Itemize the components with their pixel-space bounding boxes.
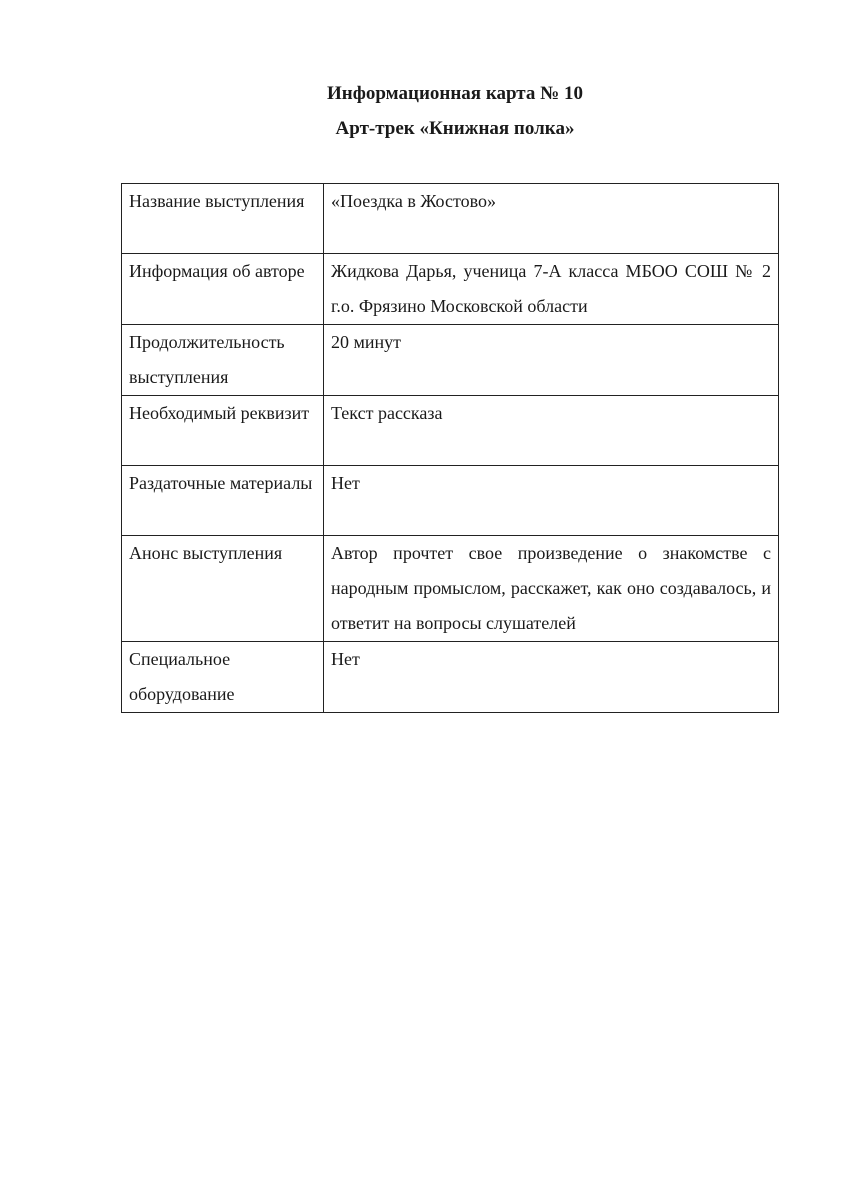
info-card-table	[121, 183, 779, 713]
row-label: Специальное оборудование	[122, 642, 324, 713]
row-value: Автор прочтет свое произведение о знакомстве с народным промыслом, расскажет, как оно создавалось, и ответит на вопросы слушателей	[324, 536, 779, 642]
table-row-props	[122, 396, 779, 466]
row-value: «Поездка в Жостово»	[324, 184, 779, 254]
row-label: Раздаточные материалы	[122, 466, 324, 536]
row-value: 20 минут	[324, 325, 779, 396]
document-title: Информационная карта № 10	[327, 83, 583, 104]
table-row-handouts	[122, 466, 779, 536]
row-value: Нет	[324, 642, 779, 713]
document-subtitle: Арт-трек «Книжная полка»	[335, 118, 575, 139]
row-label: Название выступления	[122, 184, 324, 254]
table-row-duration	[122, 325, 779, 396]
row-value: Нет	[324, 466, 779, 536]
table-row-author-info	[122, 254, 779, 325]
row-label: Необходимый реквизит	[122, 396, 324, 466]
table-row-equipment	[122, 642, 779, 713]
row-label: Информация об авторе	[122, 254, 324, 325]
row-label: Анонс выступления	[122, 536, 324, 642]
row-value: Жидкова Дарья, ученица 7-А класса МБОО СОШ № 2 г.о. Фрязино Московской области	[324, 254, 779, 325]
row-label: Продолжительность выступления	[122, 325, 324, 396]
row-value: Текст рассказа	[324, 396, 779, 466]
table-row-announcement	[122, 536, 779, 642]
table-row-performance-title	[122, 184, 779, 254]
